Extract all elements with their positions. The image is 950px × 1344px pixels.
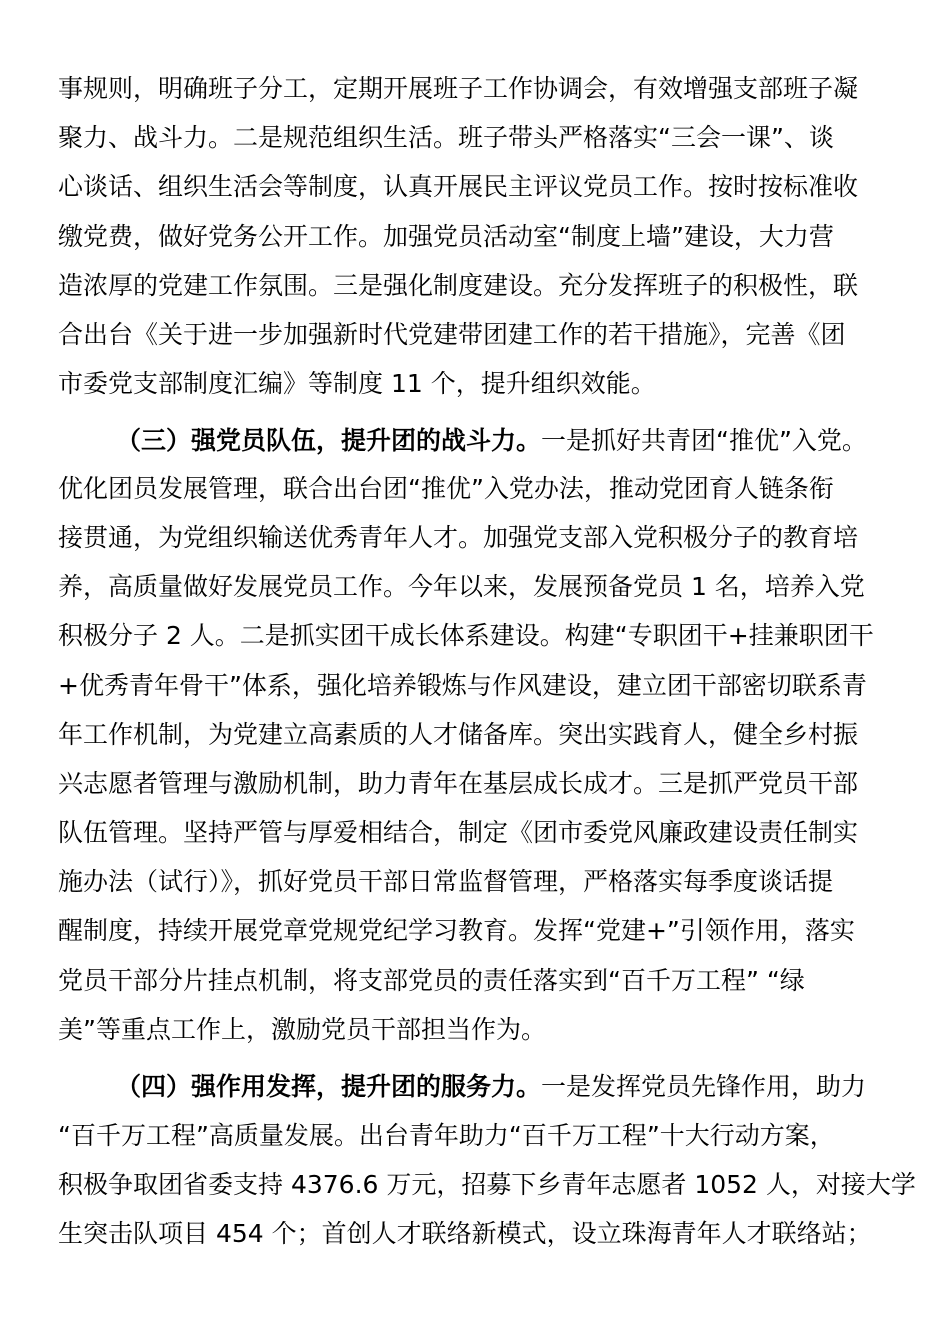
paragraph-line: 兴志愿者管理与激励机制，助力青年在基层成长成才。三是抓严党员干部 xyxy=(58,769,859,798)
paragraph-line: “百千万工程”高质量发展。出台青年助力“百千万工程”十大行动方案， xyxy=(58,1121,835,1150)
paragraph-line: 美”等重点工作上，激励党员干部担当作为。 xyxy=(58,1015,546,1044)
paragraph-line: 年工作机制，为党建立高素质的人才储备库。突出实践育人，健全乡村振 xyxy=(58,720,859,749)
paragraph-line: 造浓厚的党建工作氛围。三是强化制度建设。充分发挥班子的积极性，联 xyxy=(58,271,859,300)
paragraph-line: 聚力、战斗力。二是规范组织生活。班子带头严格落实“三会一课”、谈 xyxy=(58,123,834,152)
paragraph-text: 一是抓好共青团“推优”入党。 xyxy=(541,426,867,455)
paragraph-line: 积极分子 2 人。二是抓实团干成长体系建设。构建“专职团干+挂兼职团干 xyxy=(58,621,874,650)
paragraph-line: 市委党支部制度汇编》等制度 11 个，提升组织效能。 xyxy=(58,369,656,398)
paragraph-line: 优化团员发展管理，联合出台团“推优”入党办法，推动党团育人链条衔 xyxy=(58,474,834,503)
paragraph-line: 心谈话、组织生活会等制度，认真开展民主评议党员工作。按时按标准收 xyxy=(58,172,859,201)
section-heading-line xyxy=(58,1070,898,1104)
paragraph-line: 事规则，明确班子分工，定期开展班子工作协调会，有效增强支部班子凝 xyxy=(58,74,859,103)
paragraph-line: 积极争取团省委支持 4376.6 万元，招募下乡青年志愿者 1052 人，对接大学 xyxy=(58,1170,916,1199)
section-heading-line xyxy=(58,424,898,458)
paragraph-line: +优秀青年骨干”体系，强化培养锻炼与作风建设，建立团干部密切联系青 xyxy=(58,671,867,700)
paragraph-line: 养，高质量做好发展党员工作。今年以来，发展预备党员 1 名，培养入党 xyxy=(58,572,865,601)
paragraph-line: 生突击队项目 454 个；首创人才联络新模式，设立珠海青年人才联络站； xyxy=(58,1219,872,1248)
paragraph-line: 党员干部分片挂点机制，将支部党员的责任落实到“百千万工程” “绿 xyxy=(58,966,805,995)
paragraph-line: 队伍管理。坚持严管与厚爱相结合，制定《团市委党风廉政建设责任制实 xyxy=(58,818,859,847)
paragraph-line: 缴党费，做好党务公开工作。加强党员活动室“制度上墙”建设，大力营 xyxy=(58,222,834,251)
section-heading-3: （三）强党员队伍，提升团的战斗力。 xyxy=(116,426,542,455)
paragraph-line: 接贯通，为党组织输送优秀青年人才。加强党支部入党积极分子的教育培 xyxy=(58,523,859,552)
paragraph-line: 合出台《关于进一步加强新时代党建带团建工作的若干措施》，完善《团 xyxy=(58,320,846,349)
paragraph-text: 一是发挥党员先锋作用，助力 xyxy=(541,1072,867,1101)
section-heading-4: （四）强作用发挥，提升团的服务力。 xyxy=(116,1072,542,1101)
paragraph-line: 施办法（试行）》，抓好党员干部日常监督管理，严格落实每季度谈话提 xyxy=(58,867,834,896)
paragraph-line: 醒制度，持续开展党章党规党纪学习教育。发挥“党建+”引领作用，落实 xyxy=(58,916,855,945)
